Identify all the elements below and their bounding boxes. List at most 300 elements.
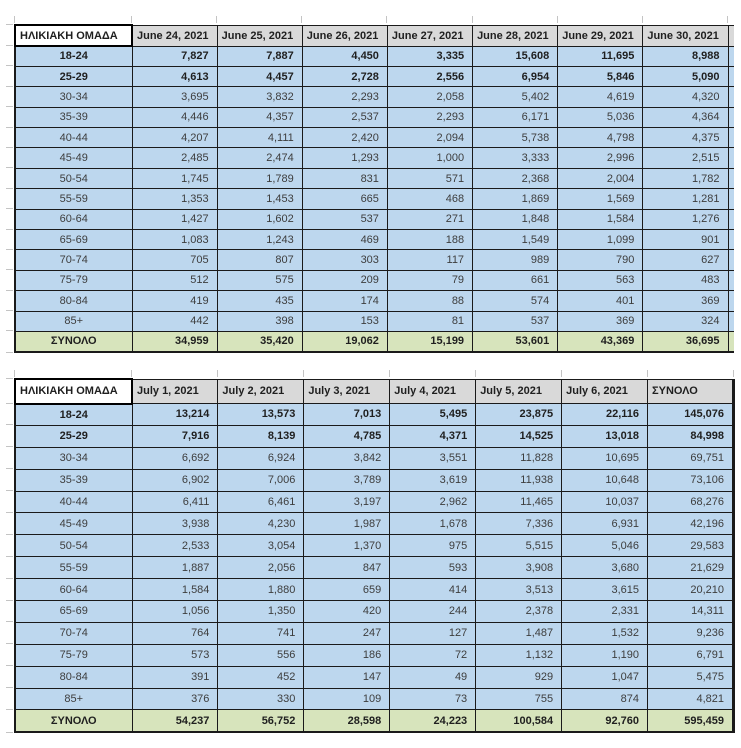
value-cell: 69,751: [648, 447, 734, 469]
age-group-cell: 18-24: [15, 404, 132, 426]
value-cell: 929: [476, 666, 562, 688]
value-cell: 7,006: [218, 469, 304, 491]
age-group-cell: 85+: [15, 688, 132, 710]
value-cell: 15,608: [473, 46, 558, 66]
value-cell: 7,916: [132, 425, 218, 447]
value-cell: 1,276: [643, 209, 728, 229]
value-cell: 468: [387, 189, 472, 209]
value-cell: 2,537: [302, 107, 387, 127]
value-cell: 537: [473, 311, 558, 331]
table-row: [15, 491, 734, 513]
value-cell: 6,411: [132, 491, 218, 513]
value-cell: 4,821: [648, 688, 734, 710]
gridline-stub: [6, 403, 13, 404]
value-cell: 659: [304, 579, 390, 601]
gridline-stub: [217, 370, 218, 377]
gridline-stub: [6, 512, 13, 513]
value-cell: 2,533: [132, 535, 218, 557]
age-group-cell: 55-59: [15, 557, 132, 579]
table-row: [15, 404, 734, 426]
value-cell: 3,335: [387, 46, 472, 66]
value-cell: 3,842: [304, 447, 390, 469]
value-cell: 1,132: [476, 644, 562, 666]
value-cell: 1,047: [562, 666, 648, 688]
cropped-column-sliver: [728, 331, 734, 351]
value-cell: 4,613: [132, 66, 217, 86]
value-cell: 5,036: [558, 107, 643, 127]
value-cell: 3,054: [218, 535, 304, 557]
value-cell: 324: [643, 311, 728, 331]
column-header: ΣΥΝΟΛΟ: [648, 379, 734, 404]
value-cell: 369: [558, 311, 643, 331]
table-row: [15, 46, 734, 66]
table-container-june: [14, 24, 734, 353]
gridline-stub: [647, 370, 648, 377]
gridline-stub: [301, 16, 302, 23]
value-cell: 5,402: [473, 87, 558, 107]
age-group-cell: 65-69: [15, 230, 132, 250]
value-cell: 2,293: [302, 87, 387, 107]
value-cell: 1,056: [132, 601, 218, 623]
gridline-stub: [727, 16, 728, 23]
age-group-cell: 25-29: [15, 425, 132, 447]
cropped-column-sliver: [728, 25, 734, 46]
value-cell: 1,427: [132, 209, 217, 229]
value-cell: 2,368: [473, 168, 558, 188]
value-cell: 209: [302, 270, 387, 290]
value-cell: 4,357: [217, 107, 302, 127]
gridline-stub: [6, 600, 13, 601]
value-cell: 571: [387, 168, 472, 188]
value-cell: 4,371: [390, 425, 476, 447]
table-row: [15, 622, 734, 644]
column-header: June 24, 2021: [132, 25, 217, 46]
value-cell: 376: [132, 688, 218, 710]
gridline-stub: [6, 665, 13, 666]
value-cell: 6,171: [473, 107, 558, 127]
value-cell: 1,782: [643, 168, 728, 188]
value-cell: 2,058: [387, 87, 472, 107]
value-cell: 5,846: [558, 66, 643, 86]
gridline-stub: [6, 534, 13, 535]
table-row: [15, 189, 734, 209]
value-cell: 989: [473, 250, 558, 270]
value-cell: 4,207: [132, 128, 217, 148]
value-cell: 88: [387, 291, 472, 311]
value-cell: 2,056: [218, 557, 304, 579]
value-cell: 29,583: [648, 535, 734, 557]
value-cell: 4,450: [302, 46, 387, 66]
value-cell: 109: [304, 688, 390, 710]
cropped-column-sliver: [728, 291, 734, 311]
value-cell: 419: [132, 291, 217, 311]
value-cell: 5,515: [476, 535, 562, 557]
table-row: [15, 87, 734, 107]
value-cell: 575: [217, 270, 302, 290]
value-cell: 3,938: [132, 513, 218, 535]
column-header: July 6, 2021: [562, 379, 648, 404]
value-cell: 186: [304, 644, 390, 666]
gridline-stub: [6, 249, 13, 250]
value-cell: 3,619: [390, 469, 476, 491]
cropped-column-sliver: [728, 66, 734, 86]
value-cell: 847: [304, 557, 390, 579]
table-row: [15, 579, 734, 601]
value-cell: 442: [132, 311, 217, 331]
total-value-cell: 35,420: [217, 331, 302, 351]
age-group-cell: 40-44: [15, 128, 132, 148]
table-row: [15, 250, 734, 270]
value-cell: 6,692: [132, 447, 218, 469]
column-header: June 28, 2021: [473, 25, 558, 46]
column-header: June 30, 2021: [643, 25, 728, 46]
value-cell: 84,998: [648, 425, 734, 447]
table-row: [15, 168, 734, 188]
column-header: July 2, 2021: [218, 379, 304, 404]
table-row: [15, 666, 734, 688]
value-cell: 7,827: [132, 46, 217, 66]
value-cell: 2,094: [387, 128, 472, 148]
value-cell: 2,420: [302, 128, 387, 148]
cropped-column-sliver: [728, 87, 734, 107]
gridline-stub: [472, 16, 473, 23]
value-cell: 6,902: [132, 469, 218, 491]
value-cell: 10,037: [562, 491, 648, 513]
value-cell: 1,602: [217, 209, 302, 229]
value-cell: 975: [390, 535, 476, 557]
value-cell: 755: [476, 688, 562, 710]
gridline-stub: [6, 269, 13, 270]
value-cell: 537: [302, 209, 387, 229]
value-cell: 3,832: [217, 87, 302, 107]
value-cell: 3,333: [473, 148, 558, 168]
age-group-column-header: ΗΛΙΚΙΑΚΗ ΟΜΑΔΑ: [15, 25, 132, 46]
table-row: [15, 66, 734, 86]
gridline-stub: [6, 578, 13, 579]
age-group-cell: 70-74: [15, 622, 132, 644]
total-value-cell: 54,237: [132, 710, 218, 732]
value-cell: 7,336: [476, 513, 562, 535]
gridline-stub: [6, 229, 13, 230]
value-cell: 2,378: [476, 601, 562, 623]
cropped-column-sliver: [728, 209, 734, 229]
gridline-stub: [6, 621, 13, 622]
value-cell: 901: [643, 230, 728, 250]
value-cell: 452: [218, 666, 304, 688]
table-row: [15, 311, 734, 331]
value-cell: 6,924: [218, 447, 304, 469]
value-cell: 5,738: [473, 128, 558, 148]
value-cell: 1,789: [217, 168, 302, 188]
value-cell: 563: [558, 270, 643, 290]
value-cell: 2,556: [387, 66, 472, 86]
value-cell: 391: [132, 666, 218, 688]
table-row: [15, 291, 734, 311]
value-cell: 1,745: [132, 168, 217, 188]
value-cell: 874: [562, 688, 648, 710]
value-cell: 247: [304, 622, 390, 644]
value-cell: 705: [132, 250, 217, 270]
column-header: June 25, 2021: [217, 25, 302, 46]
value-cell: 21,629: [648, 557, 734, 579]
gridline-stub: [6, 732, 13, 733]
total-row: [15, 710, 734, 732]
gridline-stub: [6, 45, 13, 46]
table-row: [15, 270, 734, 290]
value-cell: 1,350: [218, 601, 304, 623]
value-cell: 3,908: [476, 557, 562, 579]
value-cell: 2,515: [643, 148, 728, 168]
value-cell: 5,090: [643, 66, 728, 86]
value-cell: 22,116: [562, 404, 648, 426]
age-group-cell: 55-59: [15, 189, 132, 209]
value-cell: 4,785: [304, 425, 390, 447]
total-label-cell: ΣΥΝΟΛΟ: [15, 710, 132, 732]
total-value-cell: 53,601: [473, 331, 558, 351]
value-cell: 6,461: [218, 491, 304, 513]
value-cell: 1,293: [302, 148, 387, 168]
value-cell: 303: [302, 250, 387, 270]
value-cell: 627: [643, 250, 728, 270]
value-cell: 1,569: [558, 189, 643, 209]
value-cell: 6,954: [473, 66, 558, 86]
value-cell: 14,311: [648, 601, 734, 623]
value-cell: 8,139: [218, 425, 304, 447]
value-cell: 807: [217, 250, 302, 270]
total-value-cell: 43,369: [558, 331, 643, 351]
table-row: [15, 513, 734, 535]
value-cell: 764: [132, 622, 218, 644]
table-row: [15, 128, 734, 148]
value-cell: 6,931: [562, 513, 648, 535]
value-cell: 4,457: [217, 66, 302, 86]
cropped-column-sliver: [728, 311, 734, 331]
age-group-cell: 60-64: [15, 209, 132, 229]
value-cell: 10,648: [562, 469, 648, 491]
age-group-cell: 50-54: [15, 168, 132, 188]
value-cell: 72: [390, 644, 476, 666]
value-cell: 1,353: [132, 189, 217, 209]
value-cell: 1,190: [562, 644, 648, 666]
total-value-cell: 19,062: [302, 331, 387, 351]
total-row: [15, 331, 734, 351]
gridline-stub: [6, 24, 13, 25]
column-header: July 3, 2021: [304, 379, 390, 404]
age-group-cell: 45-49: [15, 148, 132, 168]
total-value-cell: 595,459: [648, 710, 734, 732]
gridline-stub: [6, 330, 13, 331]
value-cell: 5,475: [648, 666, 734, 688]
value-cell: 398: [217, 311, 302, 331]
gridline-stub: [6, 147, 13, 148]
value-cell: 147: [304, 666, 390, 688]
cropped-column-sliver: [728, 270, 734, 290]
value-cell: 13,018: [562, 425, 648, 447]
value-cell: 73,106: [648, 469, 734, 491]
gridline-stub: [642, 16, 643, 23]
value-cell: 4,798: [558, 128, 643, 148]
value-cell: 420: [304, 601, 390, 623]
value-cell: 13,573: [218, 404, 304, 426]
value-cell: 2,728: [302, 66, 387, 86]
value-cell: 1,880: [218, 579, 304, 601]
age-group-cell: 30-34: [15, 87, 132, 107]
cropped-column-sliver: [728, 189, 734, 209]
age-group-cell: 65-69: [15, 601, 132, 623]
value-cell: 3,680: [562, 557, 648, 579]
gridline-stub: [6, 643, 13, 644]
value-cell: 23,875: [476, 404, 562, 426]
age-group-cell: 30-34: [15, 447, 132, 469]
value-cell: 244: [390, 601, 476, 623]
value-cell: 11,695: [558, 46, 643, 66]
age-group-cell: 75-79: [15, 644, 132, 666]
value-cell: 9,236: [648, 622, 734, 644]
value-cell: 1,584: [558, 209, 643, 229]
value-cell: 741: [218, 622, 304, 644]
table-container-july: [14, 378, 735, 733]
value-cell: 483: [643, 270, 728, 290]
gridline-stub: [6, 424, 13, 425]
value-cell: 11,465: [476, 491, 562, 513]
value-cell: 4,446: [132, 107, 217, 127]
value-cell: 1,281: [643, 189, 728, 209]
value-cell: 2,293: [387, 107, 472, 127]
table-row: [15, 601, 734, 623]
value-cell: 81: [387, 311, 472, 331]
age-group-cell: 60-64: [15, 579, 132, 601]
value-cell: 573: [132, 644, 218, 666]
cropped-column-sliver: [728, 250, 734, 270]
table-row: [15, 469, 734, 491]
value-cell: 79: [387, 270, 472, 290]
value-cell: 1,000: [387, 148, 472, 168]
value-cell: 5,046: [562, 535, 648, 557]
age-group-cell: 40-44: [15, 491, 132, 513]
value-cell: 73: [390, 688, 476, 710]
value-cell: 127: [390, 622, 476, 644]
value-cell: 1,083: [132, 230, 217, 250]
header-row: [15, 25, 734, 46]
age-group-cell: 75-79: [15, 270, 132, 290]
value-cell: 574: [473, 291, 558, 311]
age-group-cell: 35-39: [15, 107, 132, 127]
gridline-stub: [303, 370, 304, 377]
value-cell: 20,210: [648, 579, 734, 601]
gridline-stub: [6, 86, 13, 87]
age-group-cell: 70-74: [15, 250, 132, 270]
cropped-column-sliver: [728, 148, 734, 168]
value-cell: 469: [302, 230, 387, 250]
value-cell: 6,791: [648, 644, 734, 666]
value-cell: 13,214: [132, 404, 218, 426]
value-cell: 1,243: [217, 230, 302, 250]
daily-table-june: [14, 24, 734, 353]
total-value-cell: 100,584: [476, 710, 562, 732]
value-cell: 1,987: [304, 513, 390, 535]
value-cell: 10,695: [562, 447, 648, 469]
gridline-stub: [6, 687, 13, 688]
gridline-stub: [14, 16, 15, 23]
age-group-cell: 80-84: [15, 291, 132, 311]
value-cell: 5,495: [390, 404, 476, 426]
value-cell: 1,370: [304, 535, 390, 557]
column-header: June 29, 2021: [558, 25, 643, 46]
value-cell: 4,320: [643, 87, 728, 107]
age-group-cell: 80-84: [15, 666, 132, 688]
table-row: [15, 107, 734, 127]
gridline-stub: [6, 127, 13, 128]
value-cell: 2,996: [558, 148, 643, 168]
gridline-stub: [6, 290, 13, 291]
gridline-stub: [6, 208, 13, 209]
gridline-stub: [733, 370, 734, 377]
value-cell: 435: [217, 291, 302, 311]
value-cell: 3,695: [132, 87, 217, 107]
age-group-column-header: ΗΛΙΚΙΑΚΗ ΟΜΑΔΑ: [15, 379, 132, 404]
column-header: July 1, 2021: [132, 379, 218, 404]
value-cell: 1,848: [473, 209, 558, 229]
value-cell: 145,076: [648, 404, 734, 426]
table-row: [15, 425, 734, 447]
value-cell: 4,375: [643, 128, 728, 148]
value-cell: 3,789: [304, 469, 390, 491]
value-cell: 42,196: [648, 513, 734, 535]
gridline-stub: [6, 709, 13, 710]
value-cell: 1,453: [217, 189, 302, 209]
column-header: June 27, 2021: [387, 25, 472, 46]
age-group-cell: 85+: [15, 311, 132, 331]
value-cell: 188: [387, 230, 472, 250]
value-cell: 271: [387, 209, 472, 229]
value-cell: 3,615: [562, 579, 648, 601]
value-cell: 1,887: [132, 557, 218, 579]
gridline-stub: [6, 188, 13, 189]
value-cell: 593: [390, 557, 476, 579]
value-cell: 661: [473, 270, 558, 290]
gridline-stub: [6, 106, 13, 107]
total-value-cell: 36,695: [643, 331, 728, 351]
value-cell: 11,828: [476, 447, 562, 469]
value-cell: 4,364: [643, 107, 728, 127]
column-header: June 26, 2021: [302, 25, 387, 46]
value-cell: 1,869: [473, 189, 558, 209]
gridline-stub: [389, 370, 390, 377]
value-cell: 3,513: [476, 579, 562, 601]
value-cell: 1,532: [562, 622, 648, 644]
cropped-column-sliver: [728, 46, 734, 66]
table-row: [15, 447, 734, 469]
value-cell: 1,584: [132, 579, 218, 601]
value-cell: 7,887: [217, 46, 302, 66]
value-cell: 4,619: [558, 87, 643, 107]
value-cell: 2,004: [558, 168, 643, 188]
table-row: [15, 209, 734, 229]
value-cell: 11,938: [476, 469, 562, 491]
gridline-stub: [6, 556, 13, 557]
value-cell: 401: [558, 291, 643, 311]
cropped-column-sliver: [728, 128, 734, 148]
total-value-cell: 34,959: [132, 331, 217, 351]
total-value-cell: 28,598: [304, 710, 390, 732]
age-group-cell: 18-24: [15, 46, 132, 66]
table-row: [15, 557, 734, 579]
total-value-cell: 15,199: [387, 331, 472, 351]
daily-table-july: [14, 378, 735, 733]
age-group-cell: 25-29: [15, 66, 132, 86]
column-header: July 4, 2021: [390, 379, 476, 404]
value-cell: 1,549: [473, 230, 558, 250]
